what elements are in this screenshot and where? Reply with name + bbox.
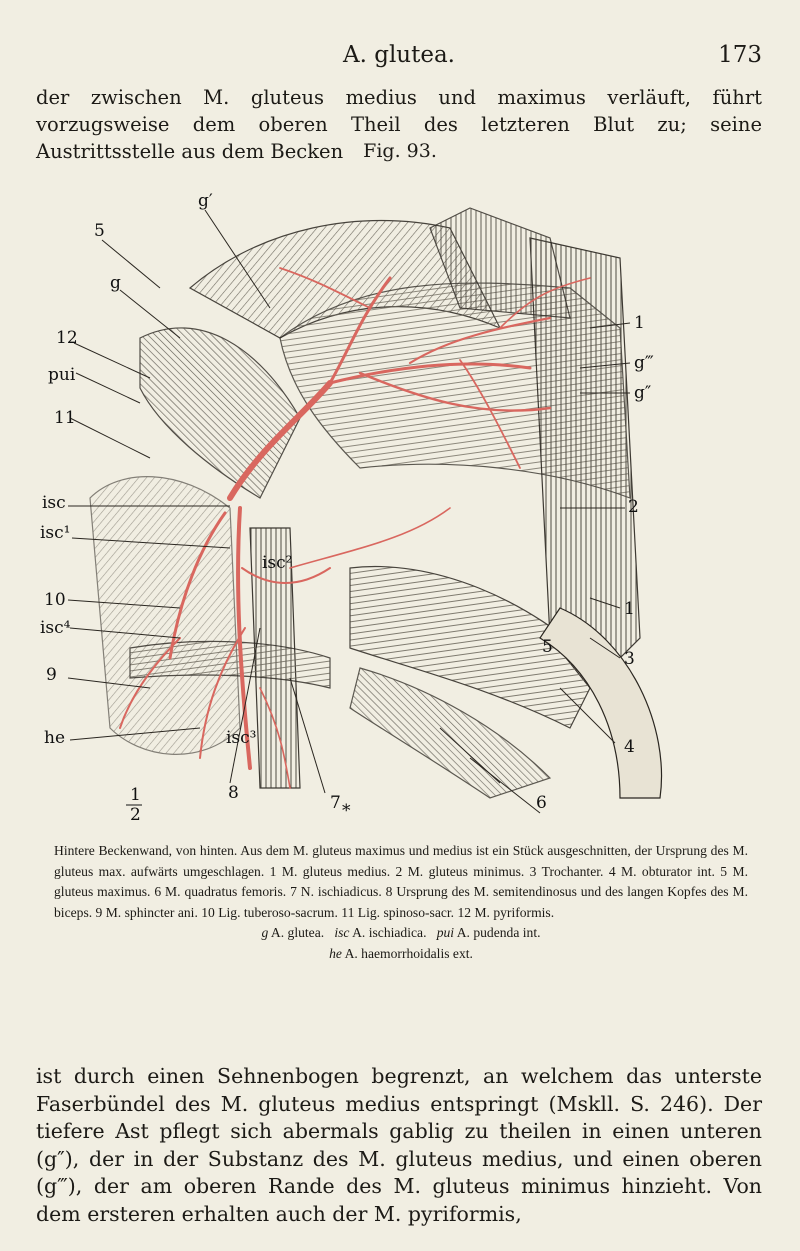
label-isc2: isc² [262, 553, 293, 573]
label-g-double: g″ [634, 383, 652, 403]
paragraph-bottom: ist durch einen Sehnenbogen begrenzt, an welchem das unterste Faserbündel des M. gluteus medius entspringt (Mskll. S. 246). Der tiefere Ast pflegt sich abermals gablig zu theilen in einen unteren (g″), der in der Substanz des M. gluteus medius, und einen oberen (g‴), der am oberen Rande des M. gluteus minimus hinzieht. Von dem ersteren erhalten auch der M. pyriformis, [36, 1064, 762, 1226]
label-9: 9 [46, 665, 57, 685]
label-1-top: 1 [634, 313, 645, 333]
label-isc3: isc³ [226, 728, 257, 748]
legend-pui-abbr: pui [436, 925, 455, 940]
legend-isc-text: A. ischiadica. [352, 925, 427, 940]
label-half-numerator: 1 [130, 785, 141, 805]
label-isc4: isc⁴ [40, 618, 71, 638]
pyriformis [140, 328, 300, 498]
label-pui: pui [48, 365, 76, 385]
legend-g-text: A. glutea. [270, 925, 325, 940]
label-he: he [44, 728, 66, 748]
label-1-mid: 1 [624, 599, 635, 619]
label-isc1: isc¹ [40, 523, 71, 543]
label-3: 3 [624, 649, 635, 669]
label-half-denominator: 2 [130, 805, 141, 825]
legend-he-text: A. haemorrhoidalis ext. [344, 945, 473, 961]
figure-legend [54, 841, 748, 964]
paragraph-top: der zwischen M. gluteus medius und maximus verläuft, führt vorzugsweise dem oberen Theil des letzteren Blut zu; seine Austrittsstelle aus dem Becken [36, 86, 762, 163]
figure-caption-label: Fig. 93. [363, 140, 437, 162]
label-8: 8 [228, 783, 239, 803]
page-number: 173 [718, 42, 762, 68]
label-isc: isc [42, 493, 66, 513]
legend-isc-abbr: isc [334, 925, 350, 940]
running-title: A. glutea. [342, 42, 455, 68]
page-header [36, 42, 762, 72]
anatomical-illustration [30, 168, 770, 825]
label-g: g [110, 273, 121, 293]
figure-svg [30, 168, 770, 825]
sacrotuberous-region [90, 477, 240, 755]
artery-ischiadica-branch-3 [290, 508, 450, 568]
label-7: 7 [330, 793, 341, 813]
label-g-triple: g‴ [634, 353, 654, 373]
label-4: 4 [624, 737, 635, 757]
legend-g-abbr: g [261, 925, 269, 940]
label-5-left: 5 [94, 221, 105, 241]
legend-he-abbr: he [329, 945, 342, 961]
legend-abbreviations [54, 923, 748, 964]
legend-main: Hintere Beckenwand, von hinten. Aus dem M. gluteus maximus und medius ist ein Stück ausgeschnitten, der Ursprung des M. gluteus max. aufwärts umgeschlagen. 1 M. gluteus medius. 2 M. gluteus minimus. 3 Trochanter. 4 M. obturator int. 5 M. gluteus maximus. 6 M. quadratus femoris. 7 N. ischiadicus. 8 Ursprung des M. semitendinosus und des langen Kopfes des M. biceps. 9 M. sphincter ani. 10 Lig. tuberoso-sacrum. 11 Lig. spinoso-sacr. 12 M. pyriformis. [54, 843, 748, 920]
label-6: 6 [536, 793, 547, 813]
label-asterisk: * [342, 801, 351, 821]
label-11: 11 [54, 408, 76, 428]
label-10: 10 [44, 590, 66, 610]
label-12: 12 [56, 328, 78, 348]
label-5-right: 5 [542, 637, 553, 657]
legend-pui-text: A. pudenda int. [456, 925, 541, 940]
label-2: 2 [628, 497, 639, 517]
label-g-prime: g′ [198, 191, 213, 211]
